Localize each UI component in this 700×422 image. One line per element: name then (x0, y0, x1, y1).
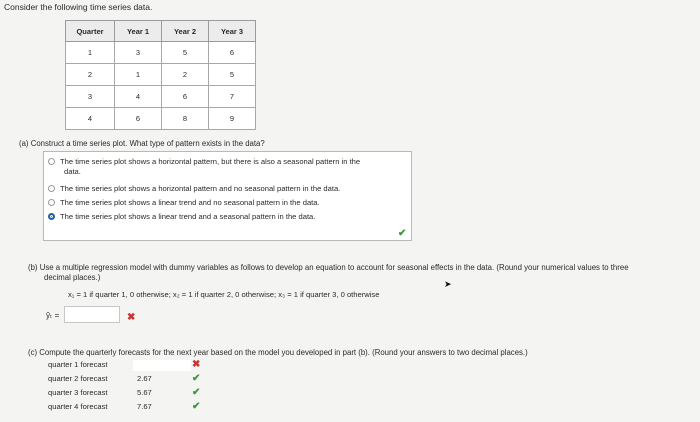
table-cell: 5 (209, 64, 256, 86)
part-a-option-3[interactable] (48, 198, 320, 208)
part-a-check-icon: ✔ (398, 228, 407, 239)
table-cell: 9 (209, 108, 256, 130)
radio-button[interactable] (48, 199, 55, 206)
option-label: The time series plot shows a horizontal pattern and no seasonal pattern in the data. (60, 184, 341, 193)
dummy-variable-definition: x₁ = 1 if quarter 1, 0 otherwise; x₂ = 1 if quarter 2, 0 otherwise; x₃ = 1 if quarter 3, 0 otherwise (68, 290, 380, 299)
table-cell: 6 (162, 86, 209, 108)
quarter-1-cross-icon: ✖ (192, 359, 201, 370)
mouse-cursor-icon: ➤ (444, 279, 452, 289)
quarter-3-check-icon: ✔ (192, 387, 201, 398)
table-cell: 1 (66, 42, 115, 64)
table-cell: 7 (209, 86, 256, 108)
quarter-3-forecast-input[interactable]: 5.67 (137, 388, 152, 397)
part-a-option-1[interactable] (48, 157, 360, 177)
header-quarter: Quarter (66, 21, 115, 42)
time-series-table (65, 20, 256, 130)
quarter-2-forecast-label: quarter 2 forecast (48, 374, 108, 383)
regression-equation-input[interactable] (64, 306, 120, 323)
part-a-options-box (43, 151, 412, 241)
radio-button-selected[interactable] (48, 213, 55, 220)
header-year-3: Year 3 (209, 21, 256, 42)
option-label (60, 157, 360, 177)
header-year-1: Year 1 (115, 21, 162, 42)
quarter-4-forecast-input[interactable]: 7.67 (137, 402, 152, 411)
quarter-1-forecast-label: quarter 1 forecast (48, 360, 108, 369)
table-cell: 2 (66, 64, 115, 86)
option-label: The time series plot shows a linear trend and no seasonal pattern in the data. (60, 198, 320, 207)
table-cell: 6 (209, 42, 256, 64)
quarter-4-forecast-label: quarter 4 forecast (48, 402, 108, 411)
table-cell: 8 (162, 108, 209, 130)
quarter-3-forecast-label: quarter 3 forecast (48, 388, 108, 397)
table-cell: 1 (115, 64, 162, 86)
table-cell: 3 (66, 86, 115, 108)
part-b-question (28, 263, 696, 283)
intro-text: Consider the following time series data. (4, 2, 153, 12)
table-row (66, 42, 256, 64)
part-a-option-2[interactable] (48, 184, 340, 194)
table-header-row (66, 21, 256, 42)
part-b-cross-icon: ✖ (127, 312, 136, 323)
part-a-question: (a) Construct a time series plot. What type of pattern exists in the data? (19, 139, 265, 148)
table-cell: 4 (66, 108, 115, 130)
table-cell: 2 (162, 64, 209, 86)
yhat-label: ŷₜ = (46, 311, 60, 320)
option-label-line1: The time series plot shows a horizontal pattern, but there is also a seasonal pattern in the (60, 157, 361, 166)
table-row (66, 108, 256, 130)
quarter-1-forecast-input[interactable] (133, 360, 191, 371)
table-cell: 4 (115, 86, 162, 108)
radio-button[interactable] (48, 185, 55, 192)
table-cell: 3 (115, 42, 162, 64)
option-label-line2: data. (64, 167, 81, 176)
quarter-2-check-icon: ✔ (192, 373, 201, 384)
table-cell: 6 (115, 108, 162, 130)
table-row (66, 86, 256, 108)
header-year-2: Year 2 (162, 21, 209, 42)
table-row (66, 64, 256, 86)
part-b-question-line2: decimal places.) (44, 273, 101, 282)
part-b-question-line1: (b) Use a multiple regression model with dummy variables as follows to develop an equation to account for seasonal effects in the data. (Round your numerical values to three (28, 263, 629, 272)
quarter-2-forecast-input[interactable]: 2.67 (137, 374, 152, 383)
quarter-4-check-icon: ✔ (192, 401, 201, 412)
table-cell: 5 (162, 42, 209, 64)
option-label: The time series plot shows a linear trend and a seasonal pattern in the data. (60, 212, 316, 221)
part-a-option-4[interactable] (48, 212, 315, 222)
part-c-question: (c) Compute the quarterly forecasts for the next year based on the model you developed in part (b). (Round your answers to two decimal places.) (28, 348, 528, 357)
radio-button[interactable] (48, 158, 55, 165)
